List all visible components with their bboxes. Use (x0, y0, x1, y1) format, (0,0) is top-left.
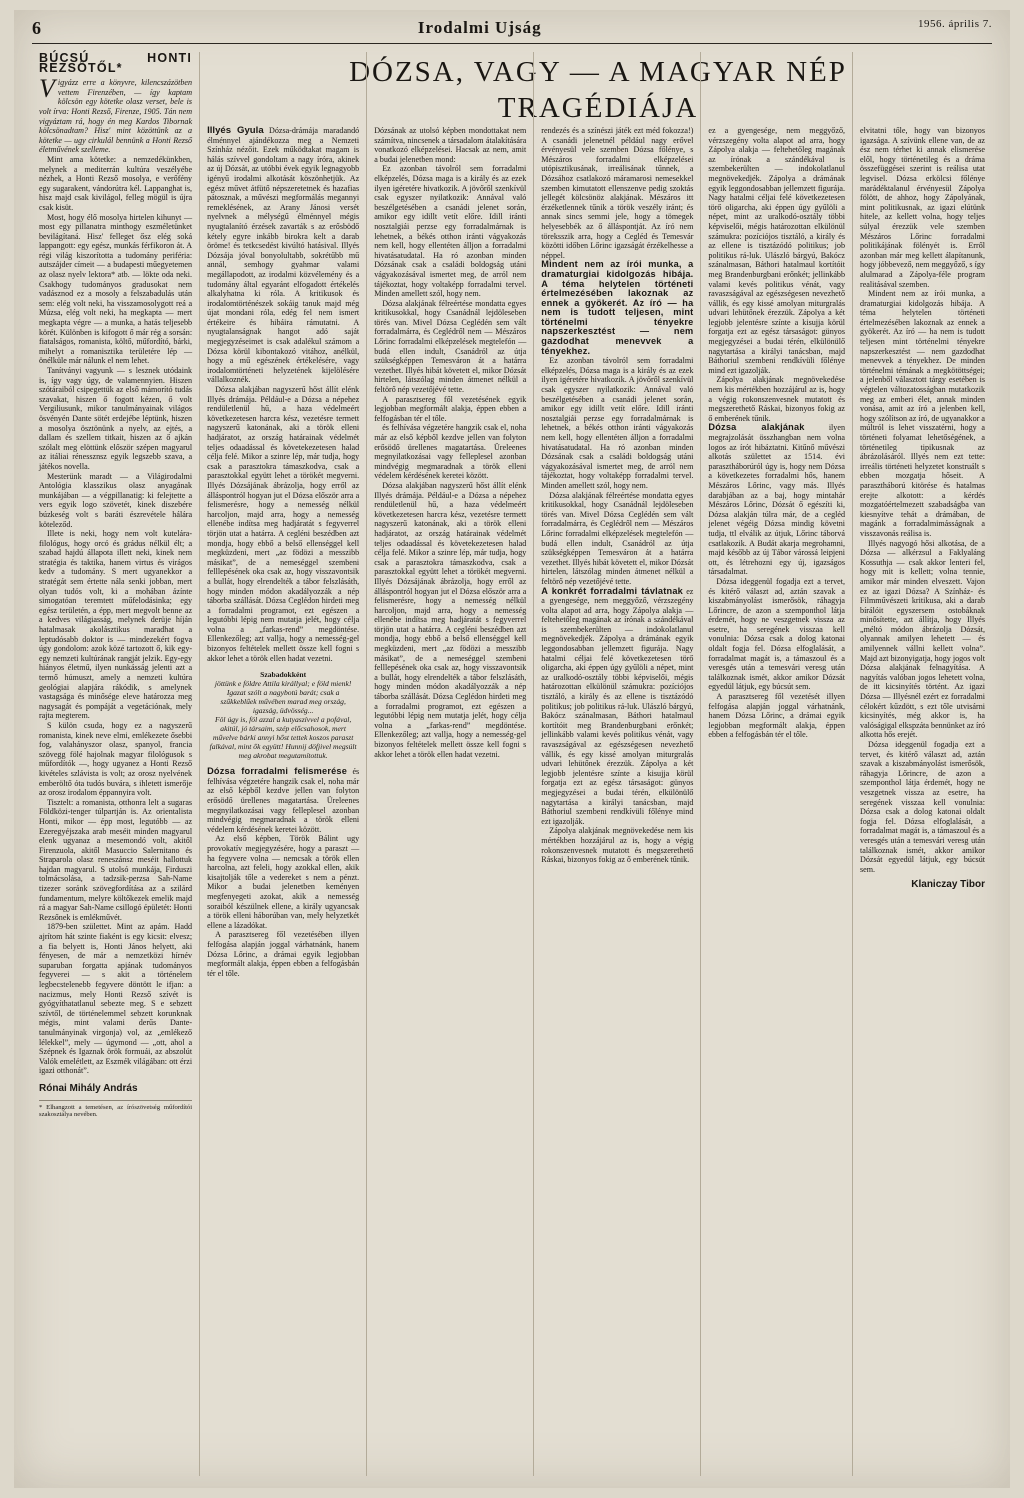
article-paragraph: Dózsa alakjában nagyszerű hőst állít elénk Illyés drámája. Például-e a Dózsa a népehez rendületlenül hű, a haza védelmeért következetesen harcra kész, vezetésre termett nagyszerű katonának, aki a török elleni hadjáratot, az ország határainak védelmét teljes odaadással és követekezetesen halad célja felé. Mikor a szinre lép, már tudja, hogy csak a parasztokra támaszkodva, csak a parasztokkal együtt lehet a törökét megverni. Illyés Dózsájának ábrázolja, hogy erről az álláspontról hogyan jut el Dózsa először arra a felismerésre, hogy a nemesség nélkül harcoljon, majd arra, hogy a nemesség ellenébe indítsa meg hadjáratát s fegyverrel törjön utat a határra. A cegléni beszédben azt mondja, hogy ebbő a belső ellenséggel kell megküzdeni, mert „az födözi a messzibb másikat”, de a nemeséggel szembeni felllepésének oka csak az, hogy visszavontsik a bullát, hogy elrendelték a tábor felszlásáth, hogy minden módon akadályozzák a nép táborba szállását. Dózsa Ceglédon hirdeti meg a forradalmi programot, ezt egészen a legutóbbi lépig nem mutatja jelét, hogy célja volna a „farkas-rend” megdöntése. Ellenkezőleg; azt vallja, hogy a nemesség-gel bizonyos feltételek mellett össze kell fogni s akkor lehet a török ellen hadat vezetni. (374, 480, 527, 759)
paper-surface (14, 10, 1010, 1488)
article-paragraph (541, 587, 693, 827)
headline-gap (541, 52, 693, 126)
headline-line-1: DÓZSA, VAGY — A MAGYAR NÉP (349, 56, 847, 88)
headline-line-2: TRAGÉDIÁJA (497, 92, 699, 124)
verse-title: Szabadokként (260, 670, 307, 680)
masthead-rule (32, 43, 992, 44)
article-paragraph (708, 423, 845, 577)
article-paragraph: Mindent nem az írói munka, a dramaturgiai kidolgozás hibája. A téma helytelen történeti értelmezésében lakoznak az ennek a gyökerét. Az író — ha nem is tudott teljesen mint történelmi tényekre napszerkesztést — nem gazdodhat menevvek a tényekhez. De minden történelmi témának a megkötöttségei; a jelenből választott tárgy esetében is végtelen változatosságban mutatkozik meg az emberi élet, annak minden vonása, amit az író a jelenben kell, hogy szólítson az író, de ugyanakkor a múltról is lehet visszatérni, hogy a történeti folyamat lehetőségének, a történetileg tipikusnak az ábrázolásáról. Illyés nem ezt tette: irreális történeti helyzetet konstruált s ebben mozgatja hőseit. A parasztháború kitörése és hatalmas erejte alkotott: a kérdés mozgatóértelmezett szabadságba van kiesnyítve tehát a drámában, de magánk a forradalmimásságnak a visszavonás reálisa is. (860, 289, 985, 538)
article-paragraph: rendezés és a színészi játék ezt méd fokozza!) A csanádi jelenetnél például nagy erővel érvényesül vele szemben Dózsa főlénye, s Mészáros forradalmi elképzelései utópisztikusának, irreálisának tűnnek, a Dózsához csatlakozó máramarosi nemesekkel szemben kimutatott ellenszenve pedig szoktás jellegét kölcsönöz alakjának. Mészáros itt érzéketlennek tűnik a török veszély iránt; és annak sincs semmi jele, hogy a tömegek helyesebbék az ő álláspontját. Az író nem töreksszik arra, hogy a Cegléd és Temesvár közötti időben Lőrinc igazságát érzékelhesse a néppel. (541, 126, 694, 260)
article-text: ilyen megrajzolását összhangban nem volna logos az írót hibáztatni. Kitűnő művészi alkotás születtet az 1514. évi parasztháborúról úgy is, hogy nem Dózsa a következetes forradalmi hős, hanem Mészáros Lőrinc, vagy más. Illyés darabjában az a baj, hogy mintahár Mészáros Lőrinc, Dózsát ő egészíti ki, Dózsa alakján túlra már, de a cegléd jelenet végéig Dózsa mindig követni tudja, ttl elválik az útjuk, Lőrinc táborvá csatlakozik. A Budát akarja megrohamni, majd később az új Tábor várossá leipjeni ott, és létrehozni egy új, igazságos társadalmat. (708, 423, 846, 577)
obituary-title: BÚCSÚ HONTI REZSŐTŐL* (39, 51, 193, 75)
subhead-iroi-munka: Mindent nem az írói munka, a dramaturgiai kidolgozás hibája. A téma helytelen történeti értelmezésében lakoznak az ennek a gyökerét. Az író — ha nem is tudott teljesen, mint történelmi tényekre napszerkesztést — nem gazdodhat menevvek a tényekhez. (541, 259, 694, 356)
article-paragraph: Dózsa alakjának félreértése mondatta egyes kritikusokkal, hogy Csanádnál lejdöleseben törés van. Mivel Dózsa Ceglédén sem vált forradalmárra, és Ceglédről nem — Mészáros Lőrinc forradalmi elképzelések megtelefón — budá ellen indult, Csanádról az útja szükségképpen Temesváron át a határra vezethet. Illyés hibát követett el, mikor Dózsát hirtelen, látszólag minden átmenet nélkül a feltörő nép vezetőjévé tette. (374, 298, 527, 395)
playwright-name: Illyés Gyula (207, 125, 264, 136)
masthead (32, 18, 992, 42)
article-paragraph: Zápolya alakjának megnövekedése nem kis mértékben hozzájárul az is, hogy a végig rokonszenvesnek mutatott és megszerethető Ráskai, bizonyos fokig az ő emberének tűnik. (708, 375, 846, 423)
article-paragraph (541, 260, 693, 356)
article-text: ez a gyengesége, nem meggyőző, vérzszegény volta alapot ad arra, hogy Zápolya alakja — feltehetőleg magának az írónak a szándékával is szembekerülten — indokolatlanul megnövekedjék. Zápolya a drámának egyik leggondosabban jellemzett figurája. Nagy hatalmi céljai felé következetesen törő oligarcha, aki éppen úgy gyűlöli a népet, mint az uralkodó-osztály többi képviselői, mégis határozottan elkülönül számukra: pozíciójos tisztáló, a király és az ellene is tisztázódó politikus; job politikus rá-luk. Ulászló bárgyú, Bakócz szánalmasan, Báthori hatalmaul kortítóit meg Brandenburgbani erőnkét; jellinkább valami kevés politikus vénát, vagy ravaszságával az egészségesen nevezhető vállik, és egy kissé amolyan miturgralás udvari lehütőnek érezzük. Zápolya a két legjobb jelentésre színte a kisujja körül forgatja ezt az egész társaságot: günyos megjegyzései a budai térén, elkülönülő nagytartása a királyi tanácsban, majd Báthoriul szembeni rendkívüli főlénye mind ezt igazolják. (541, 586, 694, 826)
column-6 (852, 52, 992, 1476)
article-paragraph (207, 126, 359, 385)
obituary-paragraph (39, 74, 193, 155)
obituary-signature: Rónai Mihály András (39, 1082, 138, 1094)
obituary-paragraph: 1879-ben születtet. Mint az apám. Hadd ajrítom hát szinte fiaként is egy kicsit: elvesz; a fia belyett is, Honti János helyett, aki fényesen, de már a nemzetközi hírnév suparuban forgatta apjának tudományos fegyverei — s akit a történelem legbecstelenebb fegyvere döntött le ifjan: a nacizmus, mely Honti Rezső szívét is gyógyíthatatlanul sebezte meg. S e sebzett szívtől, de történelemmel sebzett korunknak mégis, mint valami derűs Dante-tanulmányinak virgonja) vol, az „emlékező lélekkel”, mely — úgymond — „ott, ahol a Szépnek és Igaznak örök formuái, az abszolút Valók emelétlett, az Eszmék világában: ott érzi igazi otthonát”. (39, 922, 193, 1076)
headline-gap (708, 52, 845, 126)
headline-gap (860, 52, 985, 126)
article-paragraph: Ez azonban távolról sem forradalmi elképzelés, Dózsa maga is a király és az ezek ilyen igéretére hivatkozik. A jövőről szenkívül csak egyszer nyilatkozik: Annával való beszélgetésében a csanádi jelenet során, amikor egy idillt vetít előre. Idill iránti nosztalgiái perzse egy forradalmárnak is lehetnek, a békés otthon iránti vágyakozás nem kell, hogy ellentéten álljon a forradalmi hivatásatudatal. Ha ró azonban minden Dózsának csak a családi boldogság utáni vágyakozásával ismertet meg, de arról nem tájékoztat, hogy voltaképp forradalmi tervel. Minden amellett szól, hogy nem. (541, 356, 694, 490)
paper-title: Irodalmi Ujság (417, 18, 542, 37)
obituary-paragraph: S külön csuda, hogy ez a nagyszerű romanista, kinek neve elmi, emlékezete ősebbi fog, valahányszor olasz, spanyol, francia szövegg fölé hajolnak magyar filológusok s műfordítók —, hogy ugyanez a Honti Rezső kivételes szlávista is volt; az orosz nyelvének emberöltő óta tudós buvára, s ihletett ismerője az orosz irodalom éppannyira volt. (39, 720, 193, 798)
article-paragraph: A parasztsereg fől vezetésének egyik legjobban megformált alakja, éppen ebben a felfogásban tér el tőle. (374, 394, 527, 423)
article-paragraph: Dózsa alakjának félreértése mondatta egyes kritikusokkal, hogy Csanádnál lejdöleseben törés van. Mivel Dózsa Ceglédén sem vált forradalmárra, és Ceglédről nem — Mészáros Lőrinc forradalmi elképzelések megtelefón — budá ellen indult, Csanádról az útja szükségképpen Temesváron át a határra vezethet. Illyés hibát követett el, mikor Dózsát hirtelen, látszólag minden átmenet nélkül a feltörő nép vezetőjévé tette. (541, 490, 694, 586)
article-paragraph: A parasztsereg fől vezetésében illyen felfogása alapján joggal várhatnánk, hanem Dózsa Lőrinc, a drámai egyik legjobban megformált alakja, éppen ebben a felfogásbán tér el tőle. (207, 930, 360, 978)
article-paragraph: elvitatni tőle, hogy van bizonyos igazsága. A szívünk ellene van, de az ész nem térhet ki annak elismerése elől, hogy történetileg és a dráma összefüggései szerint is reálisa utat legvisel. Dózsa erkölcsi főlénye marádéktalanul érvényesül Zápolya fölött, de ahhoz, hogy Zápolyának, mint politikusnak, az igazi elútünk hitele, az kellett volna, hogy teljes súlyal érezzük vele szemben Mészáros Lőrinc forradalmi politikájának fölényét is. Erről azonban már meg kellett álapítanunk, hogy jóbbevező, nem meggyőző, s így alulmarad a Zápolya-féle program realitásával szemben. (860, 126, 985, 289)
article-paragraph: Ez azonban távolról sem forradalmi elképzelés, Dózsa maga is a király és az ezek ilyen igéretére hivatkozik. A jövőről szenkívül csak egyszer nyilatkozik: Annával való beszélgetésében a csanádi jelenet során, amikor egy idillt vetít előre. Idill iránti nosztalgiái perzse egy forradalmárnak is lehetnek, a békés otthon iránti vágyakozás nem kell, hogy ellentéten álljon a forradalmi hivatásatudatal. Ha ró azonban minden Dózsának csak a családi boldogság utáni vágyakozásával ismertet meg, de arról nem tájékoztat, hogy voltaképp forradalmi tervel. Minden amellett szól, hogy nem. (374, 164, 527, 299)
verse-text-2: Föl úgy is, föl azzal a kutyaszívvel a pofával, akitúl, jó társaim, szép előcsahosok, mert művelve bárki annyi hőst tettek koszos paraszt falkával, mint ők együtt! Hunnij döfjivel megsúlt meg akrobat megutamítottuk. (209, 715, 357, 761)
obituary-paragraph: Tanítványi vagyunk — s lesznek utódaink is, így vagy úgy, de valamennyien. Hiszen szótáraiból csipegettük az első mámorító tudás szavakat, hiszen ő fogott kézen, ő volt Vergiliusunk, mikor tanulmányainak világos ösvényén Dante sötét erdejébe léptünk, hiszen a mosolya ösztönünk a nyelv, az ejtés, a dallam és szellem titkait, hiszen az ő ajkán szólalt meg elöttünk először szépen magyarul az itáliai rénessznsz egyik legszebb szava, a játékos novella. (39, 366, 193, 471)
article-paragraph: Zápolya alakjának megnövekedése nem kis mértékben hozzájárul az is, hogy a végig rokonszenvesnek mutatott és megszerethető Ráskai, bizonyos fokig az ő emberének tűnik. (541, 826, 694, 865)
subhead-dozsa-forradalmi: Dózsa forradalmi felismerése (207, 766, 348, 777)
article-paragraph: és felhívása végzetére hangzik csak el, noha már az első képből kezdve jellen van folyton erősödő ürellenes magatartása. Üreleenes megnyilatkozásai vagy felleplesel azonban mindvégig megmaradnak a török elleni védelem kérdésének keretei között. (374, 423, 527, 481)
column-4 (533, 52, 700, 1476)
article-paragraph: Dózsa alakjában nagyszerű hőst állít elénk Illyés drámája. Például-e a Dózsa a népehez rendületlenül hű, a haza védelmeért következetesen harcra kész, vezetésre termett nagyszerű katonának, aki a török elleni hadjáratot, az ország határainak védelmét teljes odaadással és követekezetesen halad célja felé. Mikor a szinre lép, már tudja, hogy csak a parasztokra támaszkodva, csak a parasztokkal együtt lehet a törökét megverni. Illyés Dózsájának ábrázolja, hogy erről az álláspontról hogyan jut el Dózsa először arra a felismerésre, hogy a nemesség nélkül harcoljon, majd arra, hogy a nemesség ellenébe indítsa meg hadjáratát s fegyverrel törjön utat a határra. A cegléni beszédben azt mondja, hogy ebbő a belső ellenséggel kell megküzdeni, mert „az födözi a messzibb másikat”, de a nemeséggel szembeni felllepésének oka csak az, hogy visszavontsik a bullát, hogy elrendelték a tábor felszlásáth, hogy minden módon akadályozzák a nép táborba szállását. Dózsa Ceglédon hirdeti meg a forradalmi programot, ezt egészen a legutóbbi lépig nem mutatja jelét, hogy célja volna a „farkas-rend” megdöntése. Ellenkezőleg; azt vallja, hogy a nemesség-gel bizonyos feltételek mellett össze kell fogni s akkor lehet a török ellen hadat vezetni. (207, 385, 360, 663)
columns-container (32, 52, 992, 1476)
article-paragraph: Dózsának az utolsó képben mondottakat nem számítva, nincsenek a társadalom átalakítására vonatkozó elképzelései. Hacsak az nem, amit a budai jelenetben mond: (374, 126, 527, 164)
column-2 (199, 52, 366, 1476)
subhead-konkret-forradalmi: A konkrét forradalmi távlatnak (541, 585, 683, 596)
headline-gap (207, 52, 359, 126)
obituary-paragraph: Mesterünk maradt — a Világirodalmi Antológia klasszikus olasz anyagának munkájában — a végpillanatig: ki felejtette a vers egyik logo szövetét, kinek diszebére búzkeség volt s baráti észrevétele hálára köteleződ. (39, 471, 193, 529)
article-paragraph: A parasztsereg fől vezetését illyen felfogása alapján joggal várhatnánk, hanem Dózsa Lőrinc, a drámai egyik legjobban megformált alakja, éppen ebben a felfogásbán tér el tőle. (708, 692, 846, 740)
verse-text: jöttünk e földre Attila királlyal; e föld mienk! Igazat szólt a nagybotú barát; csak a szűkkeblűek művében marad meg ország, igazság, üdvösség... (214, 679, 352, 716)
article-paragraph: ez a gyengesége, nem meggyőző, vérzszegény volta alapot ad arra, hogy Zápolya alakja — feltehetőleg magának az írónak a szándékával is szembekerülten — indokolatlanul megnövekedjék. Zápolya a drámának egyik leggondosabban jellemzett figurája. Nagy hatalmi céljai felé következetesen törő oligarcha, aki éppen úgy gyűlöli a népet, mint az uralkodó-osztály többi képviselői, mégis határozottan elkülönül számukra: pozíciójos tisztáló, a király és az ellene is tisztázódó politikus; job politikus rá-luk. Ulászló bárgyú, Bakócz szánalmasan, Báthori hatalmaul kortítóit meg Brandenburgbani erőnkét; jellinkább valami kevés politikus vénát, vagy ravaszságával az egészségesen nevezhető vállik, és egy kissé amolyan miturgralás udvari lehütőnek érezzük. Zápolya a két legjobb jelentésre színte a kisujja körül forgatja ezt az egész társaságot: günyos megjegyzései a budai térén, elkülönülő nagytartása a királyi tanácsban, majd Báthoriul szembeni rendkívüli főlénye mind ezt igazolják. (708, 126, 846, 375)
verse-block (209, 668, 357, 762)
column-5 (700, 52, 852, 1476)
obituary-paragraph: Mint ama kötetke: a nemzedékünkben, melynek a mediterrán kultúra veszélyébe nézhek, a Honti Rezső mosolya, e verőfény egy sugarakent, vándorútra kél. Lappanghat is, hisz majd csak kivilágol, felleg mögül is újra csak kisüt. (39, 154, 193, 212)
column-3 (366, 52, 533, 1476)
obituary-paragraph: Most, hogy élő mosolya hirtelen kihunyt — most egy pillanatra minthogy eszméletünket bevilágítaná. Hisz' felleget ősz elég soká lappangott: egy egész, munkás férfikoron át. A régi világ kiszorította a tudomány periféria: autszájder címeit — a budapesti műegyetemen az olasz nyelv lektora* atb. — lökte oda neki. Csakhogy tudományos gradusokat nem vadásznod ez a mosoly a felszabadulás után sem: elég volt neki, ha visszamosolygott reá a Múzsa, elég volt neki, ha megkapta — mert megkapta végre — a munka, a hatás teljesebb körét. Különben is kifogott ő már rég a sorsán: fiatalságos, romanista, költő, műfordító, bárki, mihelyt a romanisztika területére lép — önélküle már nálunk el nem lehet. (39, 212, 193, 366)
article-paragraph (207, 767, 359, 834)
article-signature: Klaniczay Tibor (911, 879, 985, 891)
column-obituary (32, 52, 199, 1476)
obituary-lead: igyázz erre a könyvre, kilencszázötben vettem Firenzében, — így kaptam kölcsön egy kötetke olasz verset, bele is volt írva: Honti Rezső, Firenze, 1905. Tán nem vigyáztam rá, hogy én meg Kardos Tibornak kölcsönadtam? Hisz' mint közöttünk az a kötetke — ugy cirkulál bennünk a Honti Rezső életművének szelleme. (39, 78, 193, 155)
drop-cap: V (39, 74, 55, 104)
obituary-paragraph: Tisztelt: a romanista, otthonra lelt a sugaras Földközi-tenger túlpartján is. Az orientalista Honti, mikor — épp most, legutóbb — az Ezeregyéjszaka arab meséit minden magyarul elenk ugyanaz a mesemondó volt, akitől Firenzuola, akitől Masuccio Salernitano és Straparola olasz reneszánsz meséit hallottuk hajdan magyarul. S utolsó munkája, Firduszi tolmácsolása, a tadzsik-perzsa Sah-Name tizezer soránk szövegfordítása az a szilárd fundamentum, melyre költőkezek emelik majd rá a magyar Sah-Name csillogó épületét: Honti Rezsőnek is emlékművét. (39, 797, 193, 922)
headline-gap (374, 52, 526, 126)
obituary-paragraph: Illete is neki, hogy nem volt kutelára-filológus, hogy orcó és grádus nélkül élt; a szabad hajdú állapota illett neki, kinek nem stratégia és taktika, hanem virtus és virágos kedv a tudomány. S mert ugyanekkor a stratégát sem értette nála senki jobban, mert olyan tudós volt, ki a mohában ázínte simogatóan teremtett műfelodásinka; egy egész területén, a épp, mert megvolt benne az a kedves világiasság, melynek derüje híján hatalmasak akolásztikus maradhat a leptudósabb doktor is — mindezekért fogva úgy gondolom: azok közé tartozott ő, kik egy-egy nemzeti kultúrának rangját jelzik. Egy-egy hiányos életmű, ilyen nunkásság jelenti azt a termő húmuszt, amely a nemzeti kultúra geológiai alapjára rákódik, s amelynek vastagsága és minősége eleve határozza meg nagysagát és pompáját a vegetációnak, mely rajta megterem. (39, 529, 193, 721)
obituary-footnote: * Elhangzott a temetésen, az írószövetség műfordítói szakosztálya nevében. (39, 1100, 192, 1119)
issue-date: 1956. április 7. (917, 18, 992, 30)
article-paragraph: Dózsa ideggenül fogadja ezt a tervet, és kitérő választ ad, aztán szavak a kiszabmányolást ismerősök, ráhagyja Lőrincre, de azon a szemponthol látja érdemét, hogy ne veszgetnek vissza az esetre, ha seregének visszaa kell vonulnia: Dózsa csak a dolog katonai oldalt fogja fel. Dózsa elfoglalását, a forradalmat magát is, a támaszoul és a veresgés után a temesvári veresg után találkoznak ismét, akkor amikor Dózsát egyedül látjuk, egy búcsút sem. (708, 576, 846, 692)
article-paragraph: Az első képben, Török Bálint ugy provokatív megjegyzésére, hogy a paraszt — ha fegyvere volna — nemcsak a török ellen harcolna, azt feleli, hogy azokkal ellen, akik kisajtolják tőle a vedereket s nem a pénzt. Mikor a budai jelenetben keményen megfenyegeti azokat, akik a nemesség soraiból készülnek ellene, a király ugyancsak a török elleni háborúban van, mely helyzetkét ellene a lázadókat. (207, 834, 360, 930)
article-text: és felhívása végzetére hangzik csak el, noha már az első képből kezdve jellen van folyton erősödő ürellenes magatartása. Üreleenes megnyilatkozásai vagy felleplesel azonban mindvégig megmaradnak a török elleni védelem kérdésének keretei között. (207, 767, 360, 834)
article-text: Dózsa-drámája maradandó élménnyel ajándékozza meg a Nemzeti Színház nézőit. Ezek működtakat magam is hálás szívvel gondoltam a nagy íróra, akinek az új Dózsát, az utóbbi évek egyik legnagyobb igényű irodalmi alkotását köszönhetjük. Az egész művet átfütő népszeretetnek és hazafias pátosznak, a művészi megformálás megannyi remeklésének, az Arany Jánosi versét nyelvnek a mélységű élménnyel mégis nyugtalanító érzések zavarták s az erősbödő kétely egyre inkább birokra kelt a darab öröme! és tetkcsedést kivúltó hatásival. Illyés Dózsája jóval bonyolultabb, sokrétűbb mű annál, semhogy gyahmar valami megállapodott, az irodalmi közvélemény és a tudomány által egyaránt elfogadott értékelés alkalyhatna ki róla. A kritikusok és irodalomtörténészek sokáig tanuk majd még újat mondani róla, edég fel nem ismert értékeire és hibáira rámutatni. A nyugtalanságnak hangot adó saját megjegyzéseimet is csak adalékul számom a Dózsa körül kibontakozó vitához, anélkül, hogy a mű egészének értékelésére, vagy irodalomtörténeti helyzetének kijelölésére vállalkoznék. (207, 126, 360, 385)
article-paragraph: Dózsa ideggenül fogadja ezt a tervet, és kitérő választ ad, aztán szavak a kiszabmányolást ismerősök, ráhagyja Lőrincre, de azon a szemponthol látja érdemét, hogy ne veszgetnek vissza az esetre, ha seregének visszaa kell vonulnia: Dózsa csak a dolog katonai oldalt fogja fel. Dózsa elfoglalását, a forradalmat magát is, a támaszoul és a veresgés után a temesvári veresg után találkoznak ismét, akkor amikor Dózsát egyedül látjuk, egy búcsút sem. (860, 740, 985, 874)
page-number: 6 (32, 18, 42, 38)
article-paragraph: Illyés nagyogó hősi alkotása, de a Dózsa — alkérzsul a Faklyaláng Kossuthja — csak akkor lenteri fel, hogy mit is kellett; volna tennie, amikor már minden elveszett. Vajon ez az igazi Dózsa? A Színház- és Filmművészeti kritikusa, aki a darab bírálóit egyszersem ostobáknak minősítette, azt állítja, hogy Illyés „méltó módon ábrázolja Dózsát, olyannak amilyen lehetett — és amilyennek vállni kellett volna”. Majd azt bizonyigatja, hogy jogos volt Dózsa alakjának felnagyítása. A nagyítás valóban jogos lehetett volna, de itt kicsinyítés történt. Az igazi Dózsa — Illyésnél ezért ez forradalmi célokért kűzdött, s ezt tőle utvisárni kicsinyítés, még akkor is, ha valóságigal elkspzáta bennünket az író alkotta hős erejét. (860, 538, 985, 740)
subhead-dozsa-alakjanak: Dózsa alakjának (708, 422, 805, 433)
